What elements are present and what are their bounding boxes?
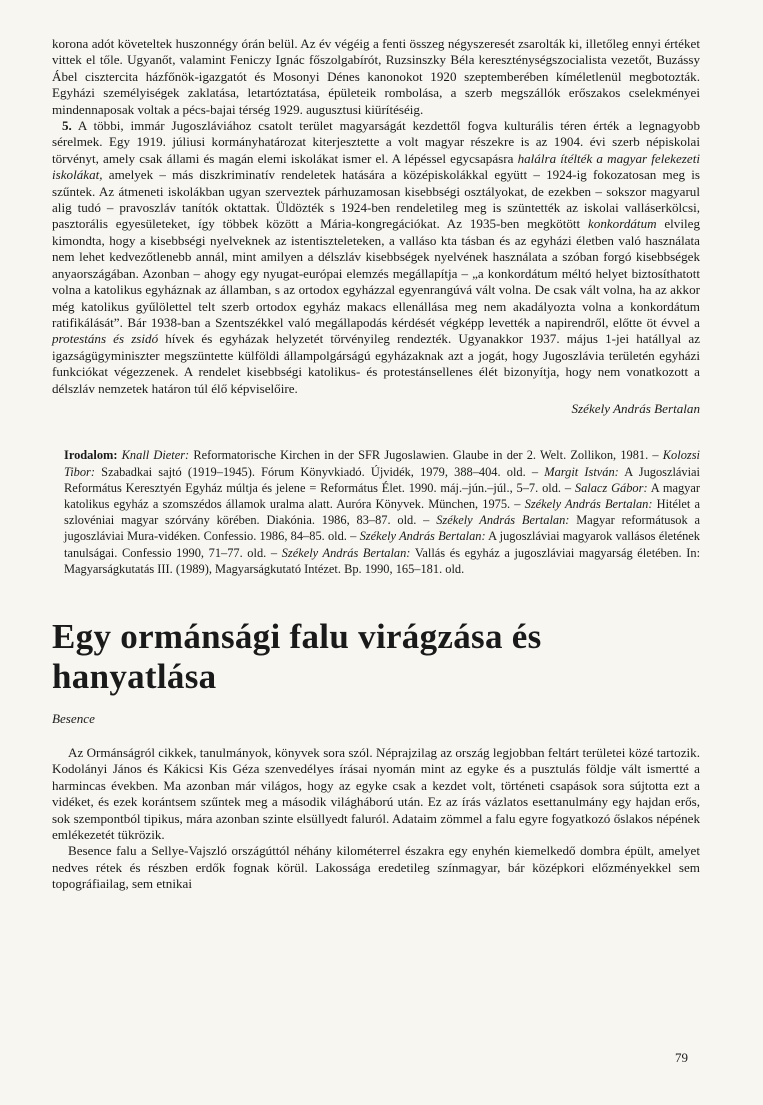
references-label: Irodalom: — [64, 448, 118, 463]
paragraph: Besence falu a Sellye-Vajszló országúttól néhány kilométerrel északra egy enyhén kiemelkedő dombra épült, amelyet nedves rétek és részben erdők fognak körül. Lakossága eredetileg színmagyar, bár középkori előzményekkel sem topográfiailag, sem etnikai — [52, 843, 700, 892]
page-number: 79 — [675, 1050, 688, 1065]
text-run: hívek és egyházak helyzetét törvényileg rendezték. Ugyanakkor 1937. május 1-jei hatállyal az igazságügyminiszter megszüntette külföldi állampolgárságú egyházaknak azt a jogát, hogy Jugoszlávia területén egyházi funkciókat végezzenek. A rendelet kisebbségi katolikus- és protestánsellenes élét bizonyítja, hogy nem vonatkozott a délszláv nemzetek határon túl élő képviselőire. — [52, 331, 701, 396]
paragraph: korona adót követeltek huszonnégy órán belül. Az év végéig a fenti összeg négyszeresét zsarolták ki, illetőleg ennyi értéket vittek el tőle. Ugyanőt, valamint Feniczy Ignác főszolgabírót, Ruzsinszky Béla kereszténységszocialista vezetőt, Buzássy Ábel cisztercita házfőnök-igazgatót és Mosonyi Dénes kanonokot 1920 szeptemberében kíméletlenül megbotozták. Egyházi személyiségek zaklatása, letartóztatása, épületeik rombolása, a szerb megszállók erőszakos cselekményei mindennaposak voltak a pécs-bajai térség 1929. augusztusi kiürítéséig. — [52, 36, 700, 117]
section-number: 5. — [62, 118, 72, 134]
reference-text: A magyar katolikus egyház a szomszédos államok uralma alatt. Auróra Könyvek. München, 1975. – — [64, 480, 700, 511]
reference-text: Magyar reformátusok a jugoszláviai Mura-vidéken. Confessio. 1986, 84–85. old. – — [64, 513, 700, 544]
reference-text: Reformatorische Kirchen in der SFR Jugoslawien. Glaube in der 2. Welt. Zollikon, 1981. – — [189, 448, 663, 463]
previous-article-body — [52, 36, 700, 417]
section-5-paragraph — [52, 118, 700, 397]
paragraph: Az Ormánságról cikkek, tanulmányok, könyvek sora szól. Néprajzilag az ország legjobban feltárt területei közé tartozik. Kodolányi János és Kákicsi Kis Géza szenvedélyes írásai nyomán mint az egyke és a pusztulás földje vált ismertté a harmincas években. Ma azonban már világos, hogy az egyke csak a kezdet volt, történeti csapások sora sújtotta ezt a vidéket, és ezek korántsem szűntek meg a második világháború után. Ez az írás vázlatos esettanulmány egy hajdan erős, sok szempontból tipikus, mára azonban szinte elsüllyedt faluról. Adataim zömmel a falu egyre fogyatkozó őslakos népének emlékezetét tükrözik. — [52, 744, 700, 842]
reference-author: Székely András Bertalan: — [359, 529, 486, 544]
reference-list — [64, 448, 700, 575]
reference-author: Knall Dieter: — [121, 448, 190, 463]
reference-author: Székely András Bertalan: — [281, 545, 411, 560]
reference-text: A Jugoszláviai Református Keresztyén Egyház múltja és jelene = Református Élet. 1990. máj.–jún.–júl., 5–7. old. – — [64, 464, 700, 495]
reference-text: A jugoszláviai magyarok vallásos életének tanulságai. Confessio 1990, 71–77. old. – — [64, 529, 701, 560]
emphasis: konkordátum — [587, 216, 657, 232]
page — [52, 36, 700, 893]
reference-author: Salacz Gábor: — [574, 480, 648, 495]
reference-author: Kolozsi Tibor: — [64, 448, 700, 479]
article-title: Egy ormánsági falu virágzása és hanyatlása — [52, 616, 542, 696]
article-subtitle: Besence — [52, 710, 95, 726]
reference-text: Vallás és egyház a jugoszláviai magyarság életében. In: Magyarságkutatás III. (1989), Magyarságkutató Intézet. Bp. 1990, 165–181. old. — [64, 545, 701, 576]
text-run: A többi, immár Jugoszláviához csatolt terület magyarságát kezdettől fogva kulturális téren érték a legnagyobb sérelmek. Egy 1919. júliusi kormányhatározat kiterjesztette a volt magyar részekre is az 1904. évi szerb népiskolai törvényt, amely csak állami és magán elemi iskolákat ismer el. A lépéssel egycsapásra — [52, 118, 700, 166]
reference-author: Margit István: — [544, 464, 619, 479]
references — [52, 447, 700, 577]
reference-text: Hitélet a szlovéniai magyar szórvány körében. Diakónia. 1986, 83–87. old. – — [64, 496, 701, 528]
author-signature: Székely András Bertalan — [571, 400, 700, 416]
emphasis: protestáns és zsidó — [52, 331, 159, 347]
article-body — [52, 745, 700, 893]
reference-item — [122, 448, 663, 462]
text-run: elvileg kimondta, hogy a kisebbségi nyelveknek az istentiszteleteken, a valláso kta tásban és az egyházi életben való használata nem lehet kedvezőtlenebb annál, mint amilyen a délszláv kisebbségek nyelvének használata a szóban forgó kisebbségek anyaországában. Azonban – ahogy egy nyugat-európai elemzés megállapítja – „a konkordátum méltó helyet biztosíthatott volna a katolikus egyháznak az államban, s az ortodox egyházzal egyenrangúvá vált volna. De csak vált volna, ha az akkor még katolikus gyűlölettel telt szerb ortodox egyház makacs ellenállása meg nem akadályozta volna a konkordátum ratifikálását”. Bár 1938-ban a Szentszékkel való megállapodás kérdését végképp levették a napirendről, előtte öt évvel a — [52, 216, 700, 330]
emphasis: halálra ítélték a magyar felekezeti iskolákat, — [52, 150, 700, 183]
reference-author: Székely András Bertalan: — [524, 496, 653, 511]
reference-author: Székely András Bertalan: — [436, 513, 570, 528]
reference-text: Szabadkai sajtó (1919–1945). Fórum Könyvkiadó. Újvidék, 1979, 388–404. old. – — [95, 464, 545, 479]
text-run: amelyek – más diszkriminatív rendeletek hatására a középiskolákkal együtt – 1924-ig fokozatosan meg is szűntek. Az átmeneti iskolákban ugyan szerveztek párhuzamosan kisebbségi osztályokat, de ezekben – sokszor magyarul alig tudó – pravoszláv tanítók oktattak. Üldözték s 1924-ben rendeletileg meg is szüntették az iskolai valláserkölcsi, pasztorális egyesületeket, így többek között a Mária-kongregációkat. Az 1935-ben megkötött — [52, 167, 700, 232]
